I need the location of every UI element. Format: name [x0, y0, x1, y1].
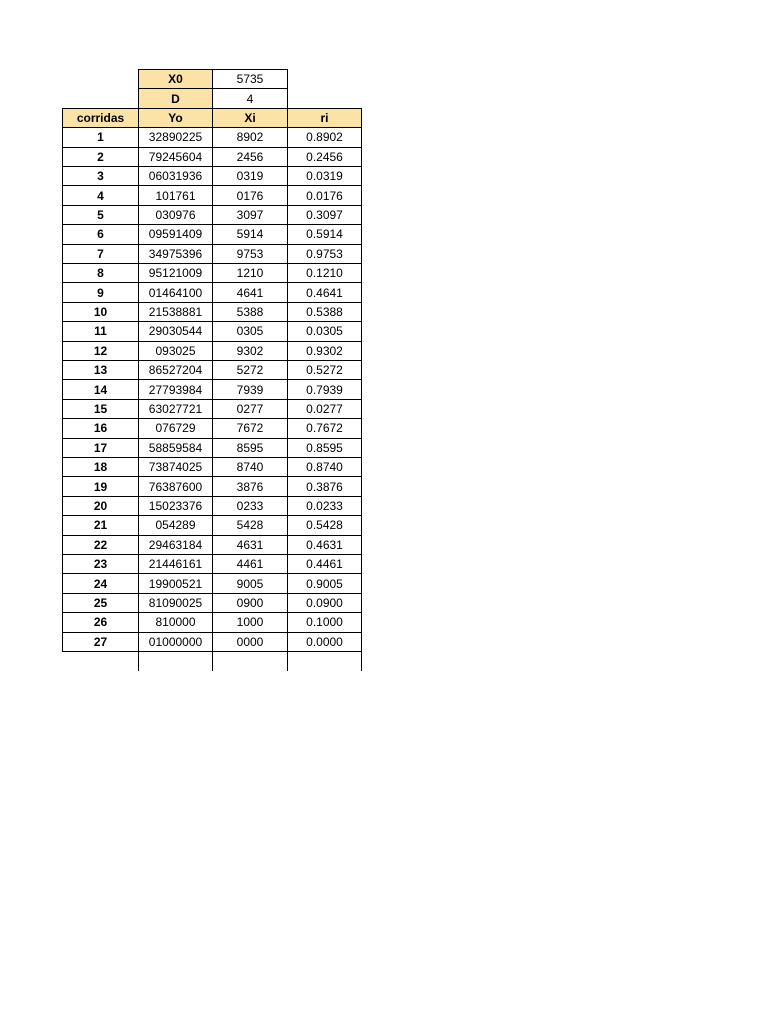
xi-cell[interactable]: 0000 [212, 632, 288, 652]
xi-cell[interactable]: 0176 [212, 185, 288, 205]
xi-cell[interactable]: 8595 [212, 438, 288, 458]
xi-cell[interactable]: 9005 [212, 573, 288, 593]
ri-cell[interactable]: 0.1210 [287, 263, 362, 283]
empty-row-gridline [138, 651, 139, 671]
xi-cell[interactable]: 5388 [212, 302, 288, 322]
yo-cell[interactable]: 21446161 [138, 554, 213, 574]
yo-cell[interactable]: 63027721 [138, 399, 213, 419]
yo-cell[interactable]: 32890225 [138, 127, 213, 147]
ri-cell[interactable]: 0.8595 [287, 438, 362, 458]
ri-cell[interactable]: 0.2456 [287, 147, 362, 167]
ri-cell[interactable]: 0.3097 [287, 205, 362, 225]
yo-cell[interactable]: 58859584 [138, 438, 213, 458]
ri-cell[interactable]: 0.0319 [287, 166, 362, 186]
yo-cell[interactable]: 01000000 [138, 632, 213, 652]
xi-cell[interactable]: 0233 [212, 496, 288, 516]
row-number-cell[interactable]: 21 [62, 515, 139, 535]
row-number-cell[interactable]: 17 [62, 438, 139, 458]
xi-cell[interactable]: 5272 [212, 360, 288, 380]
empty-row-gridline [361, 651, 362, 671]
header-corridas[interactable]: corridas [62, 108, 139, 128]
yo-cell[interactable]: 21538881 [138, 302, 213, 322]
xi-cell[interactable]: 1210 [212, 263, 288, 283]
xi-cell[interactable]: 8740 [212, 457, 288, 477]
row-number-cell[interactable]: 26 [62, 612, 139, 632]
row-number-cell[interactable]: 18 [62, 457, 139, 477]
ri-cell[interactable]: 0.0233 [287, 496, 362, 516]
ri-cell[interactable]: 0.0900 [287, 593, 362, 613]
row-number-cell[interactable]: 15 [62, 399, 139, 419]
xi-cell[interactable]: 0900 [212, 593, 288, 613]
ri-cell[interactable]: 0.9753 [287, 244, 362, 264]
row-number-cell[interactable]: 10 [62, 302, 139, 322]
row-number-cell[interactable]: 3 [62, 166, 139, 186]
row-number-cell[interactable]: 2 [62, 147, 139, 167]
row-number-cell[interactable]: 24 [62, 573, 139, 593]
xi-cell[interactable]: 9302 [212, 341, 288, 361]
xi-cell[interactable]: 0277 [212, 399, 288, 419]
xi-cell[interactable]: 4631 [212, 535, 288, 555]
yo-cell[interactable]: 030976 [138, 205, 213, 225]
xi-cell[interactable]: 3097 [212, 205, 288, 225]
yo-cell[interactable]: 19900521 [138, 573, 213, 593]
ri-cell[interactable]: 0.0000 [287, 632, 362, 652]
yo-cell[interactable]: 076729 [138, 418, 213, 438]
row-number-cell[interactable]: 19 [62, 476, 139, 496]
ri-cell[interactable]: 0.9302 [287, 341, 362, 361]
yo-cell[interactable]: 81090025 [138, 593, 213, 613]
yo-cell[interactable]: 09591409 [138, 224, 213, 244]
empty-row-gridline [212, 651, 213, 671]
yo-cell[interactable]: 34975396 [138, 244, 213, 264]
ri-cell[interactable]: 0.0305 [287, 321, 362, 341]
ri-cell[interactable]: 0.4641 [287, 282, 362, 302]
row-border [62, 651, 138, 652]
xi-cell[interactable]: 4461 [212, 554, 288, 574]
xi-cell[interactable]: 0305 [212, 321, 288, 341]
yo-cell[interactable]: 29030544 [138, 321, 213, 341]
yo-cell[interactable]: 95121009 [138, 263, 213, 283]
row-number-cell[interactable]: 5 [62, 205, 139, 225]
ri-cell[interactable]: 0.9005 [287, 573, 362, 593]
row-number-cell[interactable]: 20 [62, 496, 139, 516]
row-number-cell[interactable]: 4 [62, 185, 139, 205]
ri-cell[interactable]: 0.5914 [287, 224, 362, 244]
row-number-cell[interactable]: 6 [62, 224, 139, 244]
ri-cell[interactable]: 0.4461 [287, 554, 362, 574]
row-number-cell[interactable]: 22 [62, 535, 139, 555]
ri-cell[interactable]: 0.7939 [287, 379, 362, 399]
yo-cell[interactable]: 76387600 [138, 476, 213, 496]
xi-cell[interactable]: 1000 [212, 612, 288, 632]
header-xi[interactable]: Xi [212, 108, 288, 128]
row-number-cell[interactable]: 25 [62, 593, 139, 613]
ri-cell[interactable]: 0.8740 [287, 457, 362, 477]
row-number-cell[interactable]: 9 [62, 282, 139, 302]
ri-cell[interactable]: 0.0277 [287, 399, 362, 419]
yo-cell[interactable]: 01464100 [138, 282, 213, 302]
row-number-cell[interactable]: 16 [62, 418, 139, 438]
ri-cell[interactable]: 0.1000 [287, 612, 362, 632]
xi-cell[interactable]: 2456 [212, 147, 288, 167]
row-number-cell[interactable]: 11 [62, 321, 139, 341]
ri-cell[interactable]: 0.5428 [287, 515, 362, 535]
yo-cell[interactable]: 86527204 [138, 360, 213, 380]
xi-cell[interactable]: 7939 [212, 379, 288, 399]
row-number-cell[interactable]: 13 [62, 360, 139, 380]
ri-cell[interactable]: 0.3876 [287, 476, 362, 496]
xi-cell[interactable]: 5914 [212, 224, 288, 244]
row-number-cell[interactable]: 12 [62, 341, 139, 361]
xi-cell[interactable]: 9753 [212, 244, 288, 264]
param-value-cell[interactable]: 4 [212, 88, 288, 108]
row-number-cell[interactable]: 23 [62, 554, 139, 574]
param-label-cell[interactable]: D [138, 88, 213, 108]
yo-cell[interactable]: 06031936 [138, 166, 213, 186]
xi-cell[interactable]: 0319 [212, 166, 288, 186]
ri-cell[interactable]: 0.4631 [287, 535, 362, 555]
empty-row-gridline [287, 651, 288, 671]
ri-cell[interactable]: 0.8902 [287, 127, 362, 147]
yo-cell[interactable]: 810000 [138, 612, 213, 632]
param-label-cell[interactable]: X0 [138, 69, 213, 89]
yo-cell[interactable]: 054289 [138, 515, 213, 535]
param-value-cell[interactable]: 5735 [212, 69, 288, 89]
header-ri[interactable]: ri [287, 108, 362, 128]
xi-cell[interactable]: 5428 [212, 515, 288, 535]
yo-cell[interactable]: 101761 [138, 185, 213, 205]
ri-cell[interactable]: 0.5388 [287, 302, 362, 322]
ri-cell[interactable]: 0.5272 [287, 360, 362, 380]
row-number-cell[interactable]: 7 [62, 244, 139, 264]
yo-cell[interactable]: 73874025 [138, 457, 213, 477]
xi-cell[interactable]: 7672 [212, 418, 288, 438]
header-yo[interactable]: Yo [138, 108, 213, 128]
row-number-cell[interactable]: 27 [62, 632, 139, 652]
row-number-cell[interactable]: 14 [62, 379, 139, 399]
row-number-cell[interactable]: 1 [62, 127, 139, 147]
yo-cell[interactable]: 15023376 [138, 496, 213, 516]
row-number-cell[interactable]: 8 [62, 263, 139, 283]
ri-cell[interactable]: 0.7672 [287, 418, 362, 438]
yo-cell[interactable]: 29463184 [138, 535, 213, 555]
yo-cell[interactable]: 093025 [138, 341, 213, 361]
yo-cell[interactable]: 27793984 [138, 379, 213, 399]
yo-cell[interactable]: 79245604 [138, 147, 213, 167]
xi-cell[interactable]: 3876 [212, 476, 288, 496]
ri-cell[interactable]: 0.0176 [287, 185, 362, 205]
xi-cell[interactable]: 4641 [212, 282, 288, 302]
xi-cell[interactable]: 8902 [212, 127, 288, 147]
